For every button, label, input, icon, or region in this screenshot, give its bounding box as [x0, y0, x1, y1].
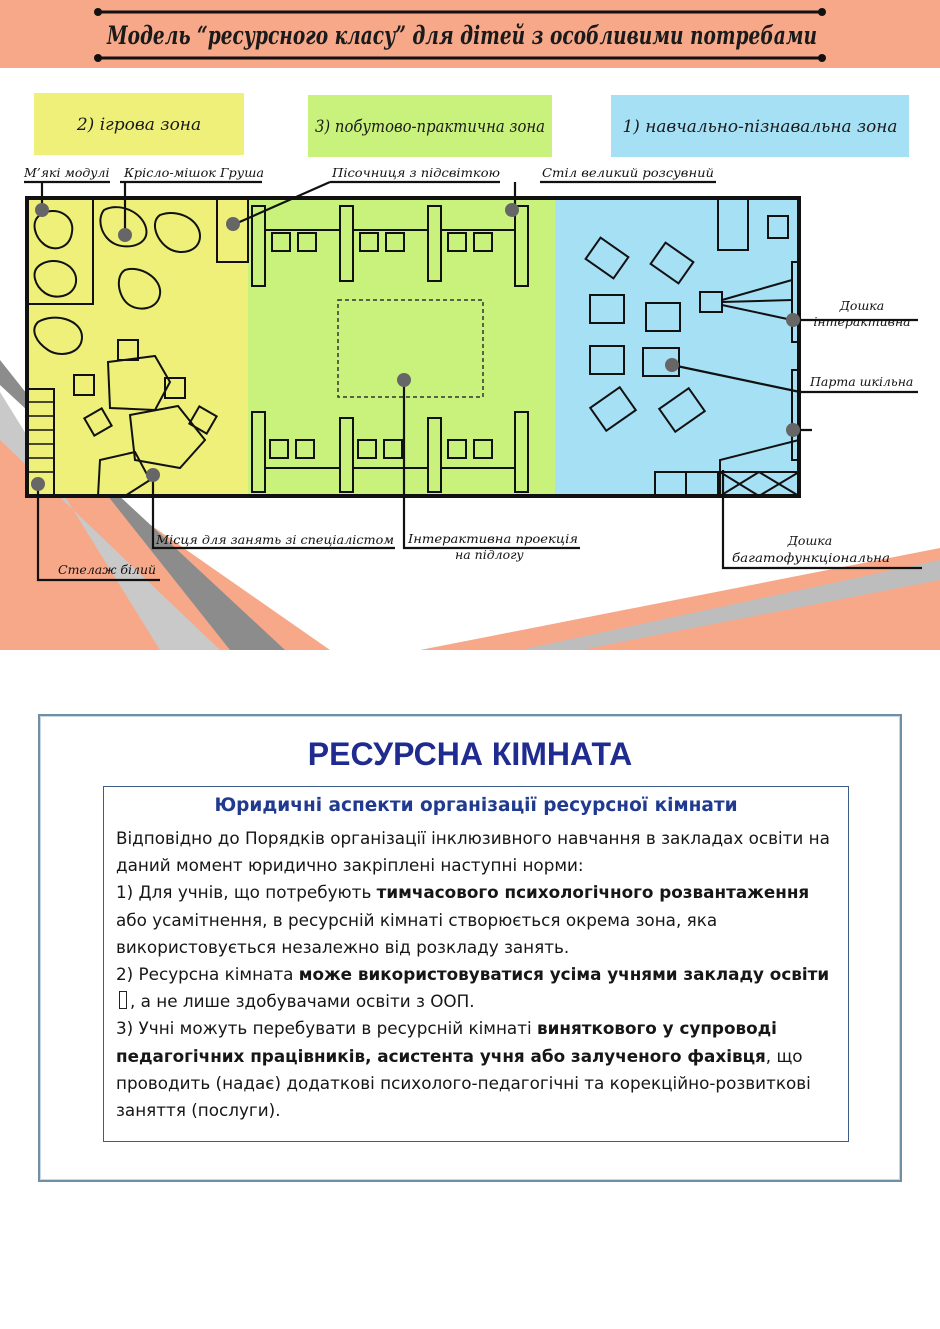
title-rule-dot — [94, 8, 102, 16]
resource-class-floor-plan — [0, 0, 940, 650]
legal-aspects-box — [103, 786, 849, 1142]
label-soft-modules: М’які модулі — [24, 165, 110, 180]
label-floor-projection-1: Інтерактивна проекція — [406, 531, 578, 546]
resource-room-card — [38, 714, 902, 1182]
label-specialist-place: Місця для занять зі спеціалістом — [154, 532, 394, 547]
label-multi-board-2: багатофункціональна — [732, 550, 890, 565]
legal-aspects-text — [116, 825, 834, 1124]
legal-aspects-subtitle: Юридичні аспекти організації ресурсної кімнати — [214, 795, 738, 816]
label-bean-bag: Крісло-мішок Груша — [122, 165, 264, 180]
label-sandbox: Пісочниця з підсвіткою — [330, 165, 500, 180]
label-floor-projection-2: на підлогу — [455, 547, 524, 562]
title-rule-dot — [94, 54, 102, 62]
label-multi-board-1: Дошка — [787, 533, 833, 548]
label-interactive-board-2: інтерактивна — [813, 314, 911, 329]
title-rule-dot — [818, 54, 826, 62]
norm-item-2: 2) Ресурсна кімната може використовуватися усіма учнями закладу освіти, а не лише здобувачами освіти з ООП. — [116, 964, 830, 1012]
intro-paragraph: Відповідно до Порядків організації інклюзивного навчання в закладах освіти на даний момент юридично закріплені наступні норми: — [116, 828, 830, 876]
zone-label-play: 2) ігрова зона — [76, 115, 202, 135]
zone-label-learning: 1) навчально-пізнавальна зона — [622, 117, 898, 137]
title-rule-dot — [818, 8, 826, 16]
label-interactive-board-1: Дошка — [839, 298, 885, 313]
missing-glyph-icon — [119, 991, 127, 1009]
label-school-desk: Парта шкільна — [810, 374, 914, 389]
zone-label-practical: 3) побутово-практична зона — [315, 117, 545, 137]
card-title: РЕСУРСНА КІМНАТА — [307, 736, 633, 772]
label-white-shelf: Стелаж білий — [58, 562, 157, 577]
norm-item-3: 3) Учні можуть перебувати в ресурсній кімнаті виняткового у супроводі педагогічних працівників, асистента учня або залученого фахівця, що проводить (надає) додаткові психолого-педагогічні та корекційно-розвиткові заняття (послуги). — [116, 1018, 811, 1121]
norm-item-1: 1) Для учнів, що потребують тимчасового психологічного розвантаження або усамітнення, в ресурсній кімнаті створюється окрема зона, яка використовується незалежно від розкладу занять. — [116, 882, 810, 957]
diagram-title: Модель “ресурсного класу” для дітей з особливими потребами — [106, 21, 818, 50]
label-big-table: Стіл великий розсувний — [542, 165, 714, 180]
